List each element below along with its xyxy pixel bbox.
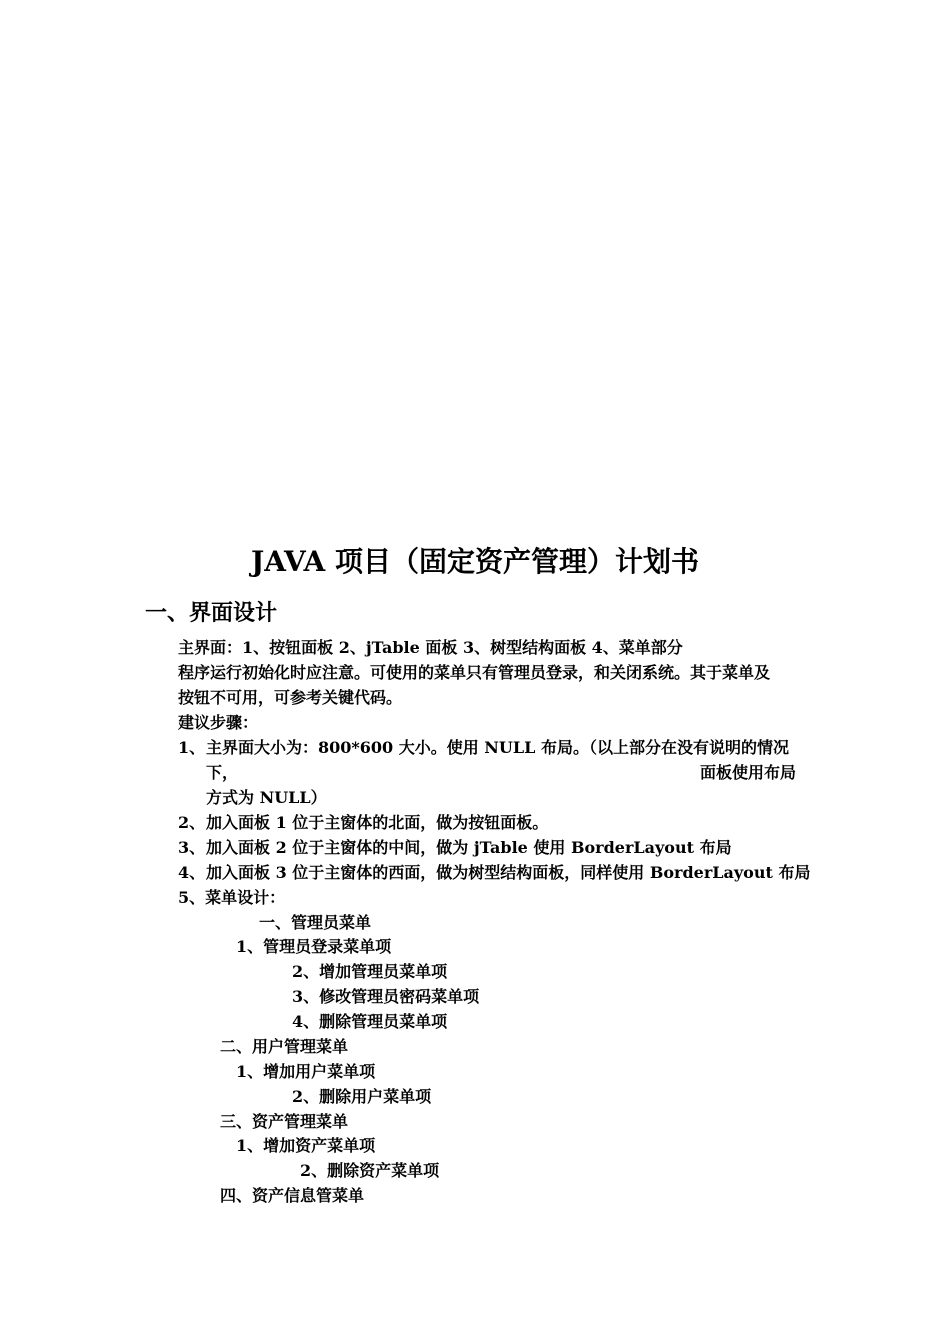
menu-admin-item-2: 2、增加管理员菜单项: [292, 962, 448, 981]
step-1-number: 1、: [178, 738, 206, 757]
section-heading-ui-design: 一、界面设计: [145, 600, 278, 626]
menu-user-item-2: 2、删除用户菜单项: [292, 1087, 432, 1106]
step-1-continuation-left: 下，: [206, 763, 239, 782]
step-5-menu-design: 5、菜单设计：: [178, 888, 286, 907]
step-2-text: 加入面板 1 位于主窗体的北面，做为按钮面板。: [206, 813, 549, 832]
paragraph-main-interface: 主界面：1、按钮面板 2、jTable 面板 3、树型结构面板 4、菜单部分: [178, 638, 683, 657]
paragraph-init-line-1: 程序运行初始化时应注意。可使用的菜单只有管理员登录，和关闭系统。其于菜单及: [178, 663, 771, 682]
menu-asset-item-2: 2、删除资产菜单项: [300, 1161, 440, 1180]
step-1-continuation-right: 面板使用布局: [700, 763, 797, 782]
document-title: JAVA 项目（固定资产管理）计划书: [251, 545, 699, 578]
menu-admin-item-1: 1、管理员登录菜单项: [236, 937, 392, 956]
step-1-continuation-2: 方式为 NULL）: [206, 788, 327, 807]
step-2-number: 2、: [178, 813, 206, 832]
menu-asset-info: 四、资产信息管菜单: [220, 1186, 365, 1205]
steps-heading: 建议步骤：: [178, 713, 259, 732]
menu-user: 二、用户管理菜单: [220, 1037, 349, 1056]
menu-asset: 三、资产管理菜单: [220, 1112, 349, 1131]
step-4-number: 4、: [178, 863, 206, 882]
menu-admin: 一、管理员菜单: [259, 913, 372, 932]
menu-user-item-1: 1、增加用户菜单项: [236, 1062, 376, 1081]
step-1-text: 主界面大小为：800*600 大小。使用 NULL 布局。（以上部分在没有说明的情况: [206, 738, 789, 757]
step-4-text: 加入面板 3 位于主窗体的西面，做为树型结构面板，同样使用 BorderLayout 布局: [206, 863, 811, 882]
menu-admin-item-3: 3、修改管理员密码菜单项: [292, 987, 480, 1006]
paragraph-init-line-2: 按钮不可用，可参考关键代码。: [178, 688, 403, 707]
menu-admin-item-4: 4、删除管理员菜单项: [292, 1012, 448, 1031]
step-3-text: 加入面板 2 位于主窗体的中间，做为 jTable 使用 BorderLayout 布局: [206, 838, 732, 857]
step-3-number: 3、: [178, 838, 206, 857]
menu-asset-item-1: 1、增加资产菜单项: [236, 1136, 376, 1155]
